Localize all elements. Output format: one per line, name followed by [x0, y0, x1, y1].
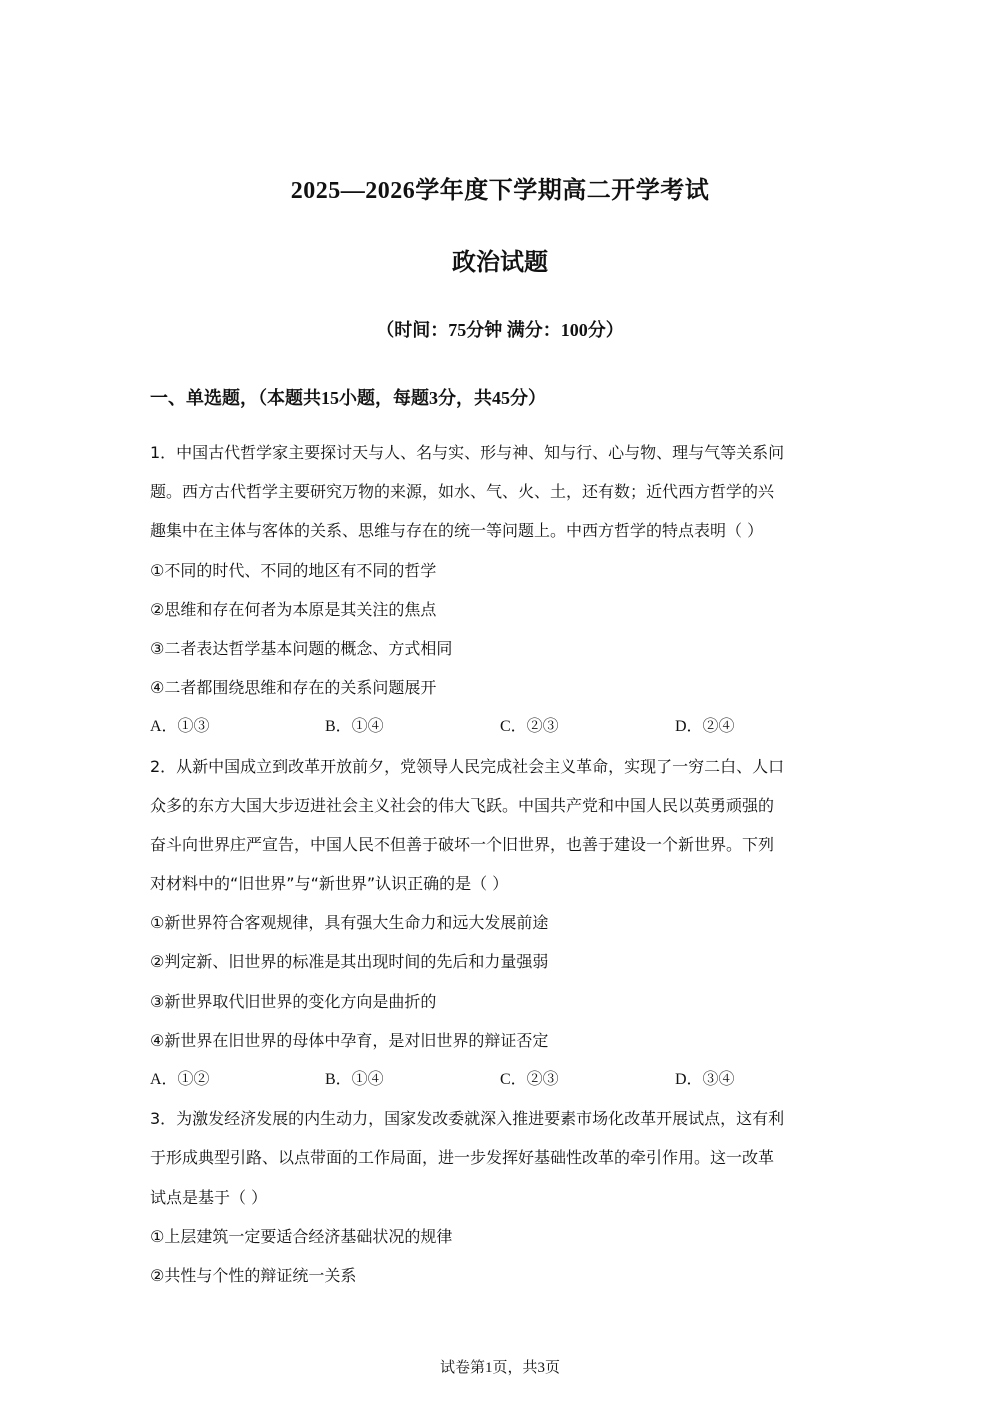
- answer-option[interactable]: A．①②: [150, 1071, 210, 1088]
- statement-item: ①上层建筑一定要适合经济基础状况的规律: [150, 1226, 453, 1246]
- answer-option[interactable]: B．①④: [325, 718, 384, 736]
- question-stem-line: 对材料中的“旧世界”与“新世界”认识正确的是（ ）: [150, 874, 509, 894]
- question: [150, 1099, 850, 1295]
- exam-title: 2025—2026学年度下学期高二开学考试: [290, 178, 710, 204]
- question-stem-line: 试点是基于（ ）: [150, 1187, 268, 1207]
- answer-option[interactable]: B．①④: [325, 1071, 384, 1088]
- statement-item: ③新世界取代旧世界的变化方向是曲折的: [150, 991, 437, 1011]
- page-footer: 试卷第1页，共3页: [439, 1360, 560, 1376]
- answer-option[interactable]: C．②③: [500, 1071, 559, 1088]
- question-stem-line: 2．从新中国成立到改革开放前夕，党领导人民完成社会主义革命，实现了一穷二白、人口: [150, 756, 785, 776]
- statement-item: ②判定新、旧世界的标准是其出现时间的先后和力量强弱: [150, 952, 549, 972]
- statement-item: ④二者都围绕思维和存在的关系问题展开: [150, 678, 437, 698]
- question-stem-line: 3．为激发经济发展的内生动力，国家发改委就深入推进要素市场化改革开展试点，这有利: [150, 1109, 785, 1129]
- answer-option[interactable]: A．①③: [150, 718, 210, 736]
- answer-option[interactable]: D．③④: [675, 1071, 735, 1088]
- question: [150, 747, 850, 1100]
- statement-item: ②思维和存在何者为本原是其关注的焦点: [150, 599, 437, 619]
- statement-item: ③二者表达哲学基本问题的概念、方式相同: [150, 638, 453, 658]
- question-stem-line: 题。西方古代哲学主要研究万物的来源，如水、气、火、土，还有数；近代西方哲学的兴: [150, 482, 775, 502]
- question-stem-line: 1．中国古代哲学家主要探讨天与人、名与实、形与神、知与行、心与物、理与气等关系问: [150, 443, 785, 462]
- exam-meta: （时间：75分钟 满分：100分）: [376, 320, 624, 340]
- statement-item: ①不同的时代、不同的地区有不同的哲学: [150, 560, 437, 580]
- question: [150, 433, 850, 747]
- answer-choices: [150, 707, 850, 746]
- section-heading: 一、单选题，（本题共15小题，每题3分，共45分）: [150, 388, 546, 408]
- statement-item: ④新世界在旧世界的母体中孕育，是对旧世界的辩证否定: [150, 1030, 549, 1050]
- question-stem-line: 趣集中在主体与客体的关系、思维与存在的统一等问题上。中西方哲学的特点表明（ ）: [150, 521, 764, 541]
- question-stem-line: 众多的东方大国大步迈进社会主义社会的伟大飞跃。中国共产党和中国人民以英勇顽强的: [150, 795, 775, 815]
- answer-option[interactable]: C．②③: [500, 718, 559, 736]
- question-list: [150, 433, 850, 1295]
- subject-title: 政治试题: [452, 250, 548, 276]
- answer-option[interactable]: D．②④: [675, 718, 735, 736]
- statement-item: ①新世界符合客观规律，具有强大生命力和远大发展前途: [150, 913, 549, 933]
- question-stem-line: 于形成典型引路、以点带面的工作局面，进一步发挥好基础性改革的牵引作用。这一改革: [150, 1148, 775, 1168]
- answer-choices: [150, 1060, 850, 1099]
- question-stem-line: 奋斗向世界庄严宣告，中国人民不但善于破坏一个旧世界，也善于建设一个新世界。下列: [150, 834, 775, 854]
- statement-item: ②共性与个性的辩证统一关系: [150, 1265, 357, 1285]
